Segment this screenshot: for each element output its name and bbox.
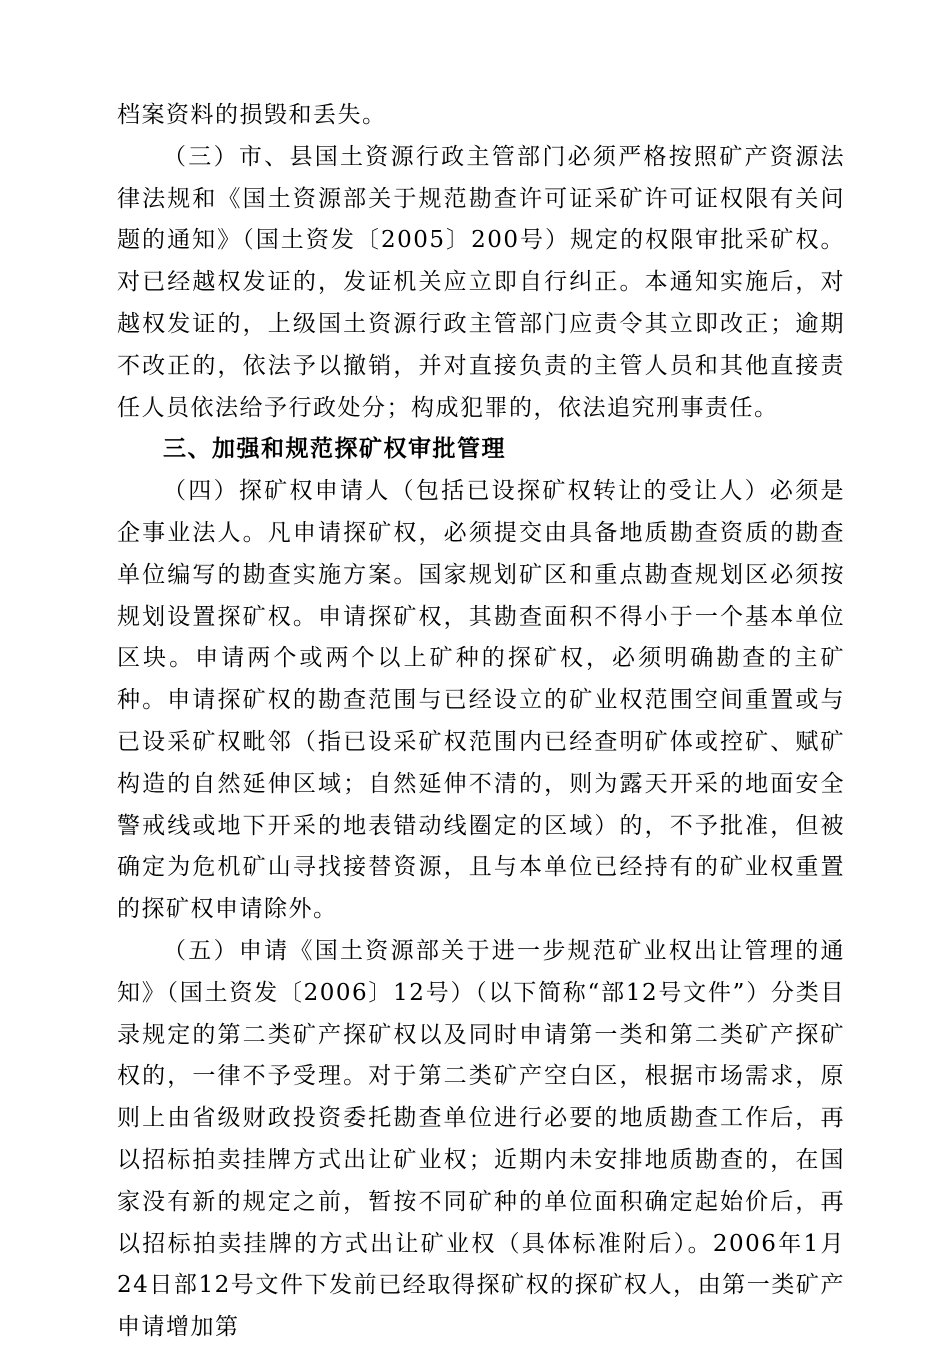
paragraph-section-5: （五）申请《国土资源部关于进一步规范矿业权出让管理的通知》（国土资发〔2006〕12号）（以下简称“部12号文件”）分类目录规定的第二类矿产探矿权以及同时申请第一类和第二类矿产探矿权的，一律不予受理。对于第二类矿产空白区，根据市场需求，原则上由省级财政投资委托勘查单位进行必要的地质勘查工作后，再以招标拍卖挂牌方式出让矿业权；近期内未安排地质勘查的，在国家没有新的规定之前，暂按不同矿种的单位面积确定起始价后，再以招标拍卖挂牌的方式出让矿业权（具体标准附后）。2006年1月24日部12号文件下发前已经取得探矿权的探矿权人，由第一类矿产申请增加第: [117, 937, 845, 1341]
paragraph-section-4: （四）探矿权申请人（包括已设探矿权转让的受让人）必须是企事业法人。凡申请探矿权，必须提交由具备地质勘查资质的勘查单位编写的勘查实施方案。国家规划矿区和重点勘查规划区必须按规划设置探矿权。申请探矿权，其勘查面积不得小于一个基本单位区块。申请两个或两个以上矿种的探矿权，必须明确勘查的主矿种。申请探矿权的勘查范围与已经设立的矿业权范围空间重置或与已设采矿权毗邻（指已设采矿权范围内已经查明矿体或控矿、赋矿构造的自然延伸区域；自然延伸不清的，则为露天开采的地面安全警戒线或地下开采的地表错动线圈定的区域）的，不予批准，但被确定为危机矿山寻找接替资源，且与本单位已经持有的矿业权重置的探矿权申请除外。: [117, 478, 845, 923]
section-heading: 三、加强和规范探矿权审批管理: [163, 436, 506, 463]
document-body: [117, 95, 845, 1349]
paragraph-section-3: （三）市、县国土资源行政主管部门必须严格按照矿产资源法律法规和《国土资源部关于规范勘查许可证采矿许可证权限有关问题的通知》（国土资发〔2005〕200号）规定的权限审批采矿权。对已经越权发证的，发证机关应立即自行纠正。本通知实施后，对越权发证的，上级国土资源行政主管部门应责令其立即改正；逾期不改正的，依法予以撤销，并对直接负责的主管人员和其他直接责任人员依法给予行政处分；构成犯罪的，依法追究刑事责任。: [117, 143, 845, 421]
paragraph-continuation: 档案资料的损毁和丢失。: [117, 102, 387, 128]
